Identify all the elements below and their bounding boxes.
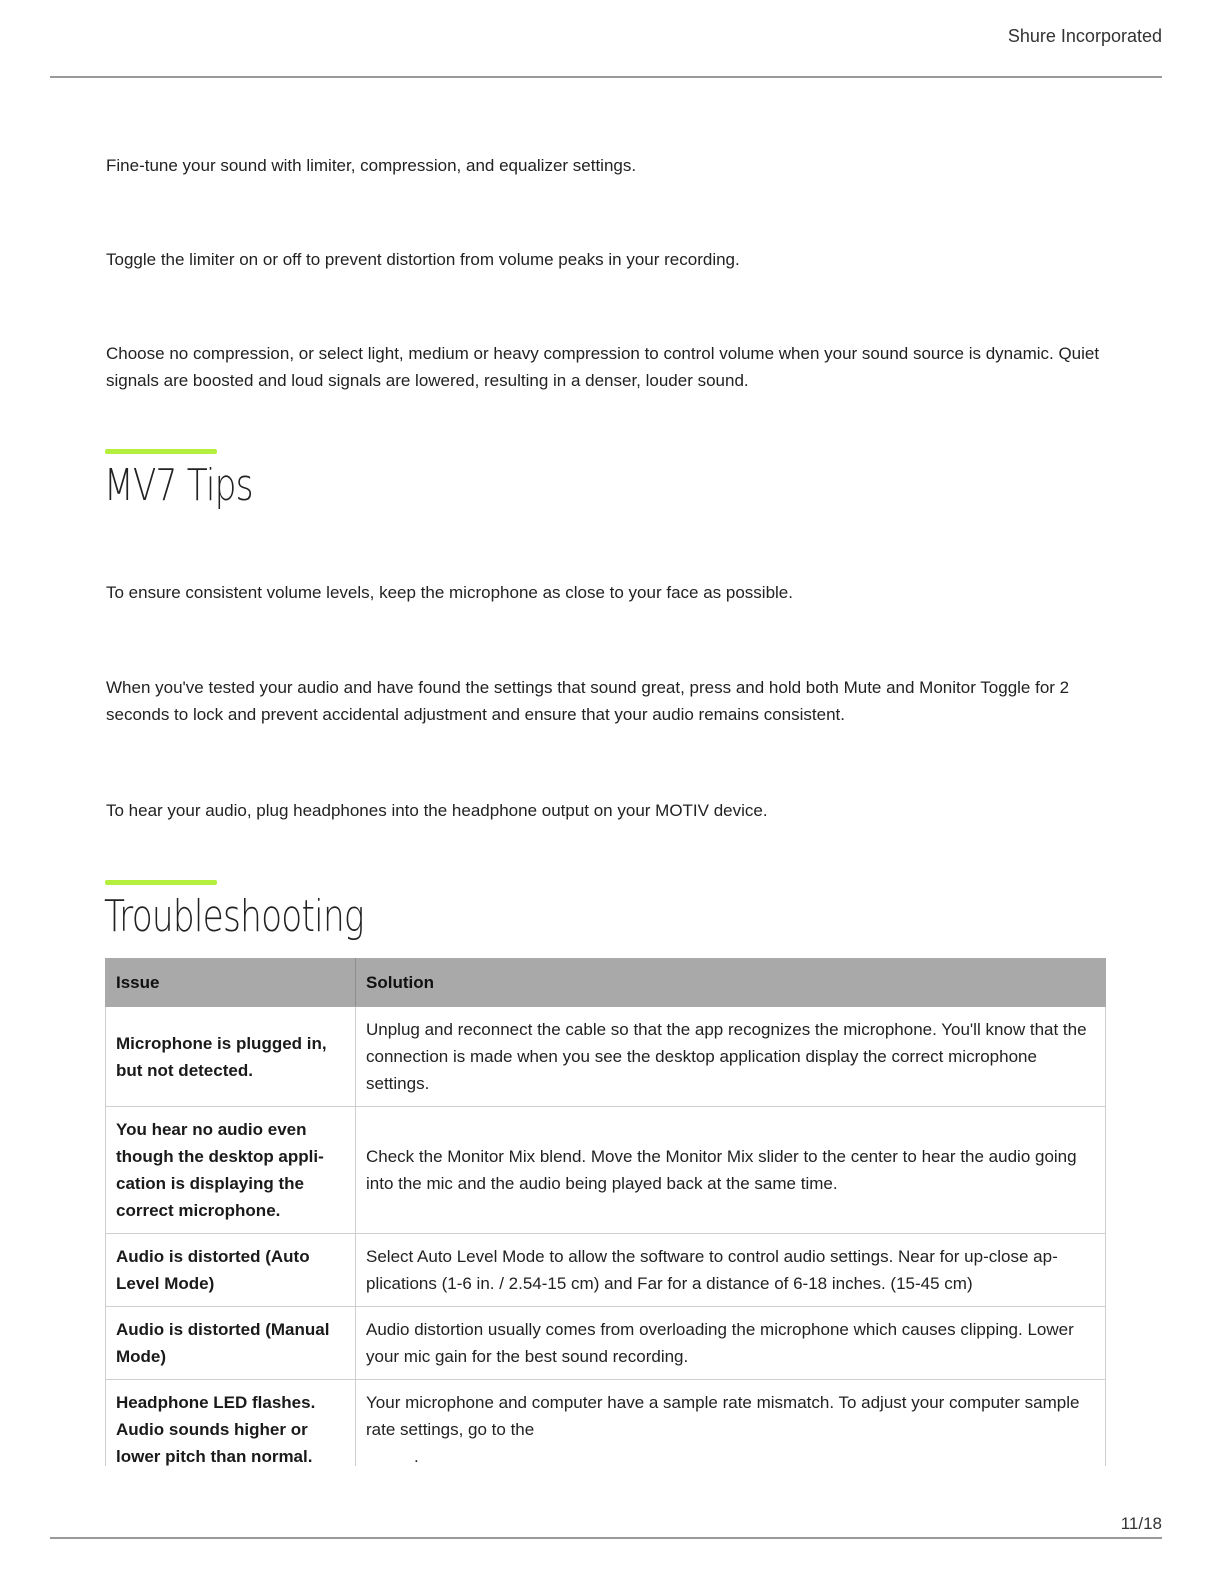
solution-cell: Check the Monitor Mix blend. Move the Monitor Mix slider to the center to hear the audio going into the mic and the audio being played back at the same time.: [356, 1107, 1106, 1234]
issue-cell: Audio is distorted (Manual Mode): [106, 1307, 356, 1380]
section-title-troubleshooting: Troubleshooting: [104, 891, 364, 942]
solution-cell: Select Auto Level Mode to allow the software to control audio settings. Near for up-close applications (1-6 in. / 2.54-15 cm) and Far for a distance of 6-18 inches. (15-45 cm): [356, 1234, 1106, 1307]
table-header-row: [106, 959, 1106, 1007]
table-row: [106, 1007, 1106, 1107]
table-row: [106, 1380, 1106, 1467]
tip-paragraph-headphones: To hear your audio, plug headphones into the headphone output on your MOTIV device.: [106, 801, 768, 820]
paragraph-compression: Choose no compression, or select light, medium or heavy compression to control volume when your sound source is dynamic. Quiet signals are boosted and loud signals are lowered, resulting in a denser, louder sound.: [106, 344, 1100, 390]
column-header-issue: Issue: [106, 959, 356, 1007]
solution-cell: Unplug and reconnect the cable so that the app recognizes the microphone. You'll know that the connection is made when you see the desktop application display the correct microphone settings.: [356, 1007, 1106, 1107]
solution-tail: .: [414, 1447, 419, 1466]
footer-divider: [50, 1537, 1162, 1539]
solution-cell: [356, 1380, 1106, 1467]
paragraph-settings-intro: Fine-tune your sound with limiter, compression, and equalizer settings.: [106, 156, 637, 175]
table-row: [106, 1234, 1106, 1307]
header-company-name: Shure Incorporated: [1007, 26, 1162, 46]
issue-cell: Microphone is plugged in, but not detected.: [106, 1007, 356, 1107]
table-row: [106, 1107, 1106, 1234]
page-number: 11/18: [1120, 1514, 1162, 1533]
tip-paragraph-volume: To ensure consistent volume levels, keep the microphone as close to your face as possible.: [106, 583, 793, 602]
issue-cell: Audio is distorted (Auto Level Mode): [106, 1234, 356, 1307]
solution-cell: Audio distortion usually comes from overloading the microphone which causes clipping. Lower your mic gain for the best sound recording.: [356, 1307, 1106, 1380]
issue-cell: You hear no audio even though the desktop application is displaying the correct microphone.: [106, 1107, 356, 1234]
troubleshooting-table: [105, 958, 1106, 1466]
issue-cell: Headphone LED flashes. Audio sounds higher or lower pitch than normal.: [106, 1380, 356, 1467]
table-row: [106, 1307, 1106, 1380]
tip-paragraph-lock: When you've tested your audio and have found the settings that sound great, press and hold both Mute and Monitor Toggle for 2 seconds to lock and prevent accidental adjustment and ensure that your audio remains consistent.: [106, 678, 1070, 724]
section-title-tips: MV7 Tips: [104, 460, 253, 511]
column-header-solution: Solution: [356, 959, 1106, 1007]
solution-text: Your microphone and computer have a sample rate mismatch. To adjust your computer sample rate settings, go to the: [366, 1393, 1080, 1439]
paragraph-limiter: Toggle the limiter on or off to prevent distortion from volume peaks in your recording.: [106, 250, 740, 269]
